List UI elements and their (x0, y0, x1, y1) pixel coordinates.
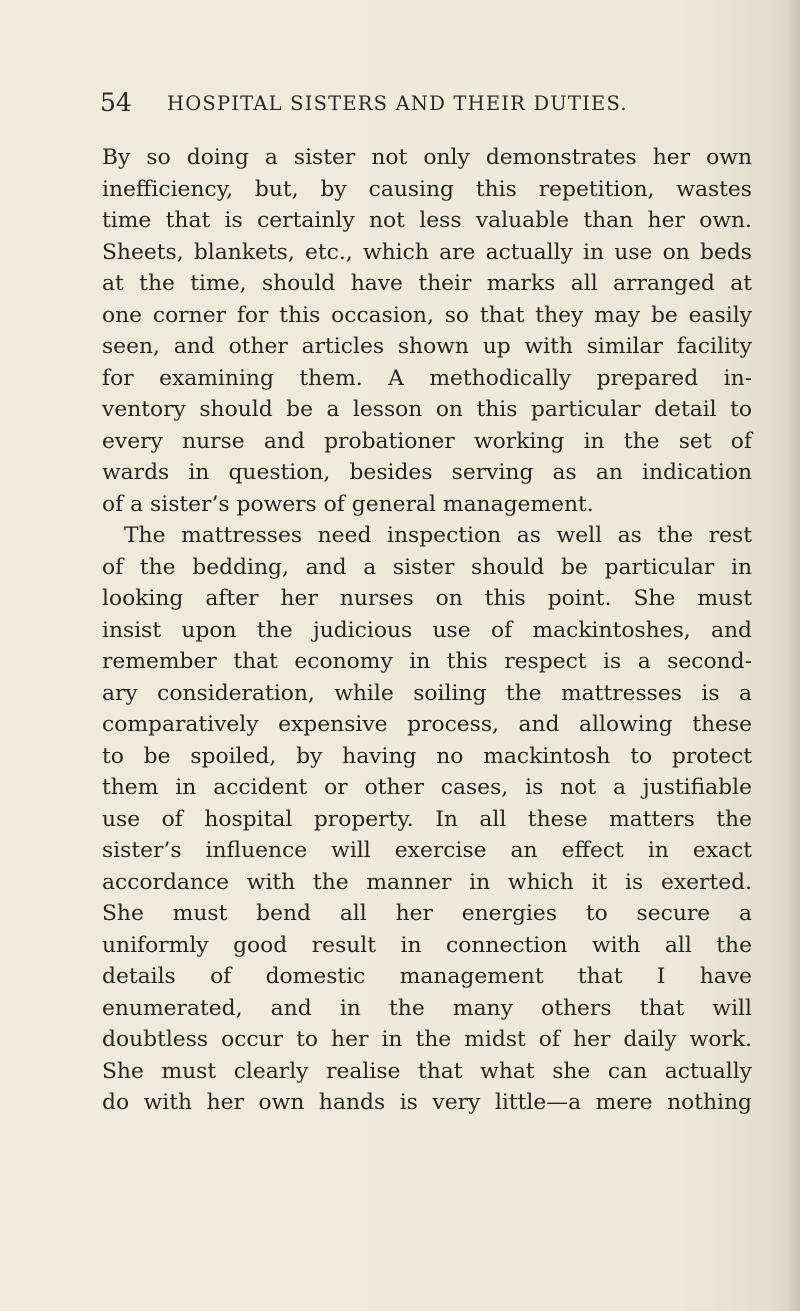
text-line: at the time, should have their marks all arranged at (102, 271, 752, 296)
text-line: ary consideration, while soiling the mattresses is a (102, 680, 752, 706)
text-line: She must clearly realise that what she can actually (102, 1058, 752, 1084)
text-line: doubtless occur to her in the midst of her daily work. (102, 1027, 752, 1052)
text-line: every nurse and probationer working in the set of (102, 428, 752, 454)
page-edge-shadow (786, 0, 800, 1311)
text-line: She must bend all her energies to secure a (102, 901, 752, 926)
text-line: enumerated, and in the many others that will (102, 995, 752, 1021)
page-header (100, 88, 740, 128)
text-line: sister’s influence will exercise an effect in exact (102, 838, 752, 863)
text-line: do with her own hands is very little—a mere nothing (102, 1090, 752, 1115)
text-line: for examining them. A methodically prepared in- (102, 365, 752, 391)
text-line: time that is certainly not less valuable than her own. (102, 208, 752, 233)
page-number: 54 (100, 88, 132, 117)
text-line: comparatively expensive process, and allowing these (102, 712, 752, 737)
text-line: to be spoiled, by having no mackintosh to protect (102, 743, 752, 769)
text-line: accordance with the manner in which it is exerted. (102, 869, 752, 895)
text-line: By so doing a sister not only demonstrates her own (102, 145, 752, 170)
text-line: inefficiency, but, by causing this repetition, wastes (102, 176, 752, 202)
text-line: looking after her nurses on this point. She must (102, 586, 752, 611)
text-line: seen, and other articles shown up with similar facility (102, 334, 752, 359)
text-line: wards in question, besides serving as an indication (102, 460, 752, 485)
text-line: of the bedding, and a sister should be particular in (102, 554, 752, 580)
text-line: uniformly good result in connection with all the (102, 932, 752, 958)
text-line: of a sister’s powers of general management. (102, 491, 594, 517)
text-line: details of domestic management that I have (102, 964, 752, 989)
text-line: ventory should be a lesson on this particular detail to (102, 397, 752, 422)
text-line: insist upon the judicious use of mackintoshes, and (102, 617, 752, 643)
text-line: them in accident or other cases, is not a justifiable (102, 775, 752, 800)
text-line: Sheets, blankets, etc., which are actually in use on beds (102, 239, 752, 265)
text-line: The mattresses need inspection as well as the rest (124, 523, 752, 548)
body-text (102, 142, 752, 1119)
text-line: one corner for this occasion, so that they may be easily (102, 302, 752, 328)
text-line: remember that economy in this respect is a second- (102, 649, 752, 674)
running-head: HOSPITAL SISTERS AND THEIR DUTIES. (167, 92, 628, 115)
text-line: use of hospital property. In all these matters the (102, 806, 752, 832)
